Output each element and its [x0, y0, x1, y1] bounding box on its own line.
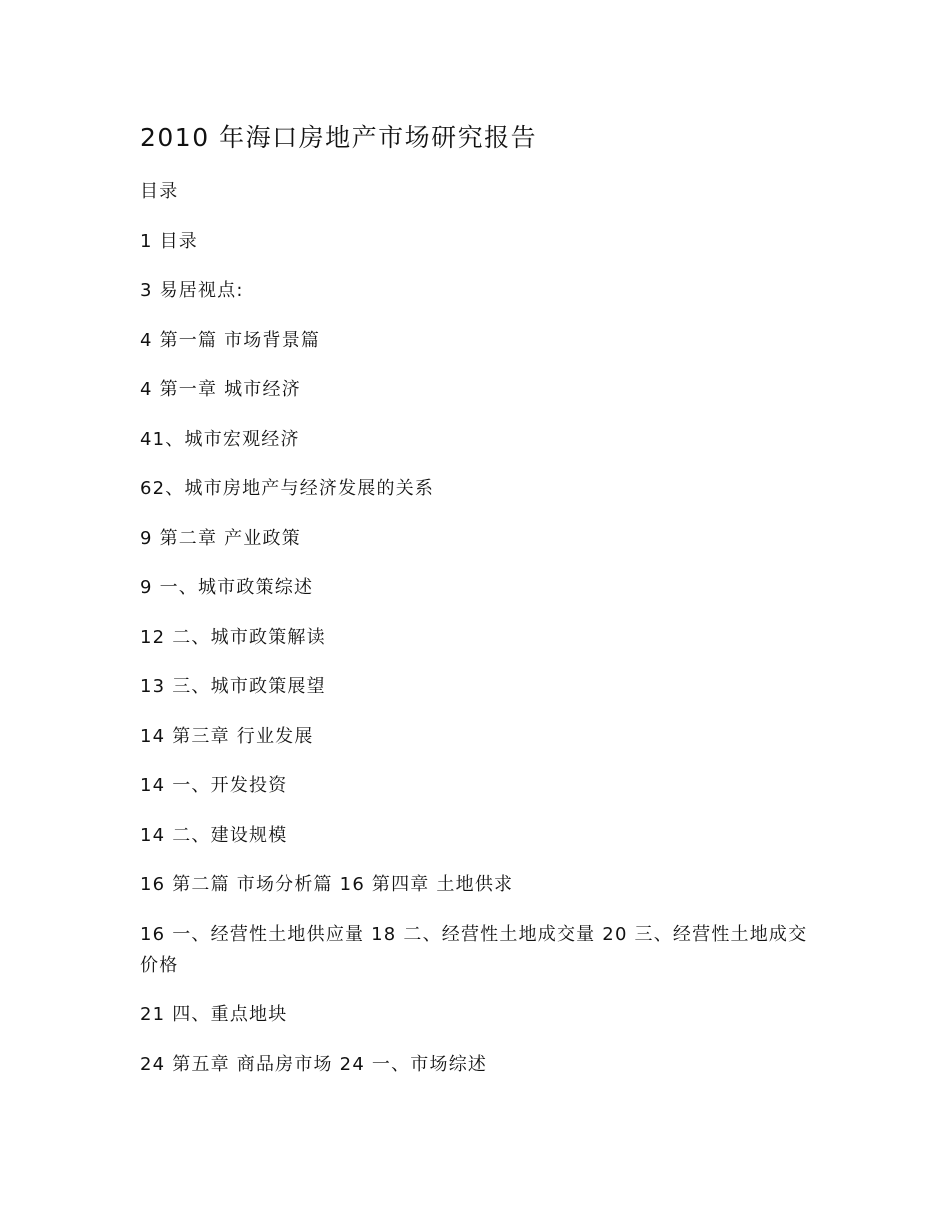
toc-entry: 12 二、城市政策解读: [140, 626, 326, 648]
toc-entry: 41、城市宏观经济: [140, 428, 300, 450]
toc-entry: 16 一、经营性土地供应量 18 二、经营性土地成交量 20 三、经营性土地成交价格: [140, 923, 808, 976]
toc-entry: 9 一、城市政策综述: [140, 577, 314, 598]
toc-heading: 目录: [140, 181, 179, 202]
toc-entry: 14 二、建设规模: [140, 824, 288, 846]
toc-entry: 9 第二章 产业政策: [140, 527, 301, 549]
toc-entry: 4 第一章 城市经济: [140, 379, 301, 400]
toc-entry: 3 易居视点:: [140, 280, 244, 301]
toc-entry: 14 一、开发投资: [140, 775, 288, 796]
toc-entry: 62、城市房地产与经济发展的关系: [140, 478, 435, 499]
toc-entry: 16 第二篇 市场分析篇 16 第四章 土地供求: [140, 874, 514, 895]
toc-entry: 1 目录: [140, 230, 198, 252]
table-of-contents: [140, 176, 830, 1098]
toc-entry: 24 第五章 商品房市场 24 一、市场综述: [140, 1053, 488, 1075]
document-title: 2010 年海口房地产市场研究报告: [140, 123, 538, 152]
toc-entry: 4 第一篇 市场背景篇: [140, 329, 321, 351]
toc-entry: 14 第三章 行业发展: [140, 725, 314, 747]
toc-entry: 21 四、重点地块: [140, 1004, 288, 1025]
toc-entry: 13 三、城市政策展望: [140, 676, 326, 697]
